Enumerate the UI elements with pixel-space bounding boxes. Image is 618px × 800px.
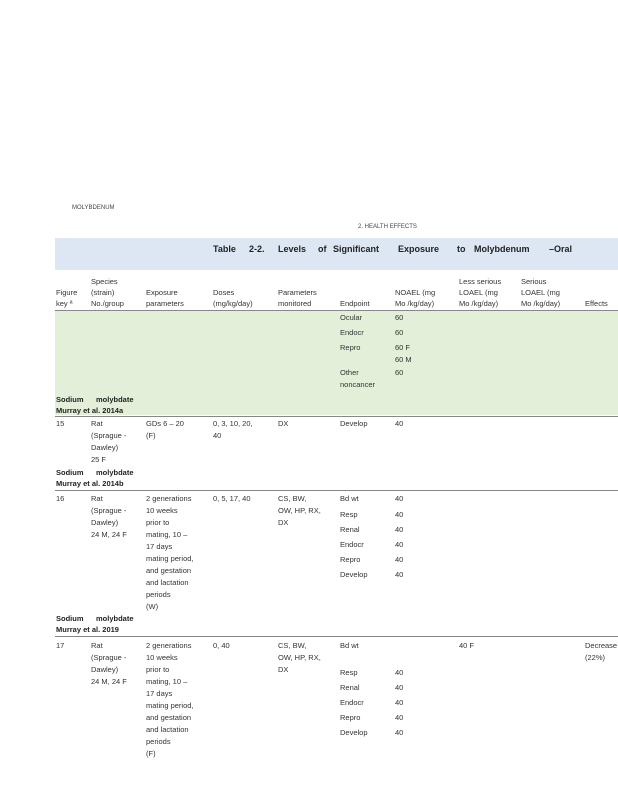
table-title-word: Table [213,244,236,254]
reference-compound: Sodium [56,614,84,623]
endpoint-cell: Endocr [340,540,364,549]
less-serious-loael-cell: 40 F [459,641,475,650]
noael-cell: 40 [395,555,404,564]
endpoint-cell: Renal [340,683,360,692]
reference-compound: molybdate [96,468,134,477]
reference-citation: Murray et al. 2019 [56,625,119,634]
endpoint-cell: Resp [340,510,358,519]
noael-cell: 60 [395,328,404,337]
noael-cell: 40 [395,683,404,692]
noael-cell: 40 [395,510,404,519]
endpoint-cell: Other noncancer [340,368,376,389]
col-header-figure-key: Figure key ª [56,288,78,308]
table-title-word: Levels [278,244,307,254]
table-title-word: of [318,244,327,254]
noael-cell: 40 [395,540,404,549]
col-header-parameters: Parameters monitored [278,288,317,308]
row-divider [55,636,618,637]
col-header-effects: Effects [585,299,608,308]
noael-cell: 40 [395,419,404,428]
doses-cell: 0, 5, 17, 40 [213,494,251,503]
reference-compound: Sodium [56,468,84,477]
species-cell: Rat (Sprague - Dawley) 25 F [91,419,127,464]
figure-key-cell: 16 [56,494,65,503]
col-header-less-serious-loael: Less serious LOAEL (mg Mo /kg/day) [459,277,502,308]
col-header-noael: NOAEL (mg Mo /kg/day) [395,288,436,308]
exposure-cell: 2 generations 10 weeks prior to mating, 10 – 17 days mating period, and gestation and lactation periods (W) [146,494,194,611]
reference-citation: Murray et al. 2014b [56,479,124,488]
table-title-word: Molybdenum [474,244,530,254]
endpoint-cell: Renal [340,525,360,534]
table-title-word: to [457,244,466,254]
endpoint-cell: Develop [340,570,368,579]
table-title-word: Exposure [398,244,440,254]
noael-cell: 40 [395,698,404,707]
endpoint-cell: Ocular [340,313,363,322]
endpoint-cell: Endocr [340,698,364,707]
noael-cell: 40 [395,728,404,737]
noael-cell: 40 [395,494,404,503]
exposure-cell: 2 generations 10 weeks prior to mating, 10 – 17 days mating period, and gestation and lactation periods (F) [146,641,194,758]
table-title-band [55,238,618,270]
reference-compound: Sodium [56,395,84,404]
noael-cell: 40 [395,668,404,677]
noael-cell: 60 [395,313,404,322]
endpoint-cell: Bd wt [340,494,359,503]
noael-cell: 40 [395,713,404,722]
col-header-exposure: Exposure parameters [146,288,184,308]
endpoint-cell: Resp [340,668,358,677]
table-title-word: Significant [333,244,380,254]
endpoint-cell: Develop [340,419,368,428]
parameters-cell: CS, BW, OW, HP, RX, DX [278,641,321,674]
figure-key-cell: 15 [56,419,65,428]
parameters-cell: CS, BW, OW, HP, RX, DX [278,494,321,527]
doses-cell: 0, 3, 10, 20, 40 [213,419,253,440]
noael-cell: 60 F 60 M [395,343,412,364]
doses-cell: 0, 40 [213,641,230,650]
col-header-endpoint: Endpoint [340,299,370,308]
table-title-word: 2-2. [249,244,265,254]
exposure-cell: GDs 6 – 20 (F) [146,419,184,440]
row-divider [55,490,618,491]
species-cell: Rat (Sprague - Dawley) 24 M, 24 F [91,494,127,539]
reference-compound: molybdate [96,614,134,623]
endpoint-cell: Repro [340,713,361,722]
highlighted-row-block [55,311,618,415]
noael-cell: 40 [395,525,404,534]
running-header-right: 2. HEALTH EFFECTS [358,224,417,230]
row-divider [55,416,618,417]
endpoint-cell: Repro [340,555,361,564]
reference-citation: Murray et al. 2014a [56,406,124,415]
figure-key-cell: 17 [56,641,65,650]
effects-cell: Decrease (22%) [585,641,618,662]
table-title-word: –Oral [549,244,573,254]
parameters-cell: DX [278,419,289,428]
reference-compound: molybdate [96,395,134,404]
running-header-left: MOLYBDENUM [72,205,115,211]
species-cell: Rat (Sprague - Dawley) 24 M, 24 F [91,641,127,686]
noael-cell: 40 [395,570,404,579]
col-header-doses: Doses (mg/kg/day) [213,288,253,308]
endpoint-cell: Repro [340,343,361,352]
endpoint-cell: Endocr [340,328,364,337]
col-header-species: Species (strain) No./group [91,277,124,308]
col-header-serious-loael: Serious LOAEL (mg Mo /kg/day) [521,277,561,308]
noael-cell: 60 [395,368,404,377]
endpoint-cell: Develop [340,728,368,737]
endpoint-cell: Bd wt [340,641,359,650]
